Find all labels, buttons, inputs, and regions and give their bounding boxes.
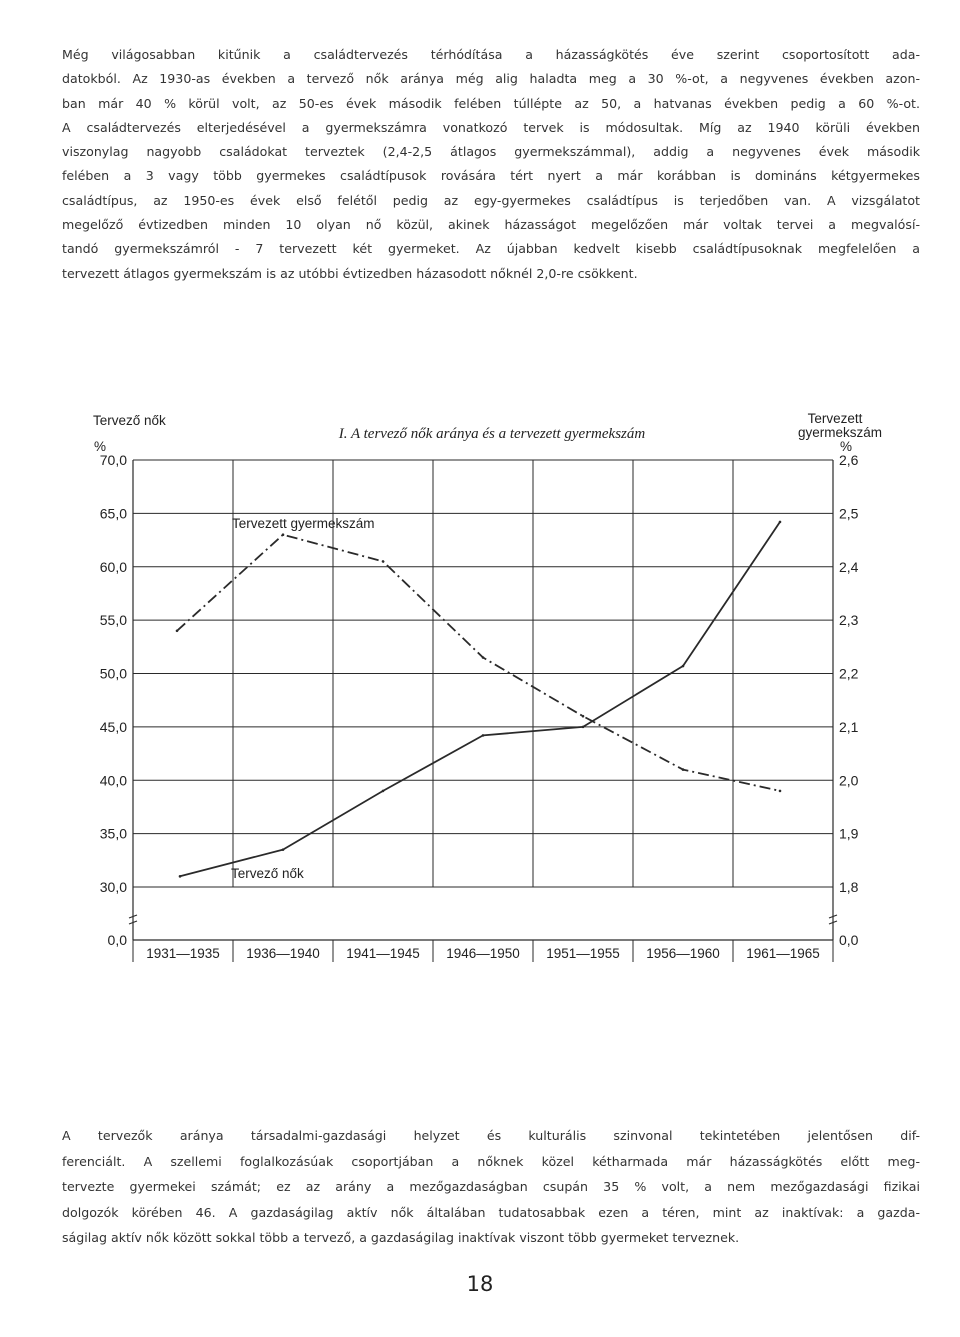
data-point: [282, 533, 285, 536]
text-line: dolgozók körében 46. A gazdaságilag aktív nők általában tudatosabbak ezen a téren, mint az inaktívak: a gazda-: [62, 1204, 920, 1220]
data-point: [582, 715, 585, 718]
right-axis-title-line2: gyermekszám: [797, 425, 883, 440]
left-tick-label: 0,0: [107, 932, 127, 948]
right-tick-label: 1,8: [839, 879, 859, 895]
text-line: tandó gyermekszámról - 7 tervezett két gyermeket. Az újabban kedvelt kisebb családtípusoknak megfelelően a: [62, 241, 920, 257]
page-number: 18: [466, 1272, 494, 1296]
series-lines: [176, 521, 782, 878]
right-tick-label: 2,6: [839, 452, 859, 468]
text-line: felében a 3 vagy több gyermekes családtípusok rovására tért nyert a már korábban is domináns kétgyermekes: [62, 168, 920, 184]
data-point: [682, 768, 685, 771]
data-point: [779, 521, 782, 524]
left-tick-label: 55,0: [99, 612, 127, 629]
left-axis-unit: %: [94, 439, 107, 454]
category-label: 1941—1945: [346, 946, 420, 961]
category-label: 1946—1950: [446, 946, 520, 961]
category-label: 1961—1965: [746, 946, 820, 961]
right-axis-title-line1: Tervezett: [807, 411, 863, 426]
text-line: ságilag aktív nők között sokkal több a tervező, a gazdaságilag inaktívak viszont több gyermeket terveznek.: [62, 1230, 740, 1245]
right-tick-label: 2,2: [839, 665, 859, 682]
series-label-tervezett-gyermekszam: Tervezett gyermekszám: [232, 516, 375, 531]
right-tick-label: 2,3: [839, 612, 859, 629]
right-tick-label: 0,0: [839, 932, 859, 948]
text-line: Még világosabban kitűnik a családtervezés térhódítása a házasságkötés éve szerint csoportosított ada-: [62, 47, 920, 62]
closing-paragraph: [62, 1123, 920, 1251]
series-label-tervezo-nok: Tervező nők: [231, 866, 304, 881]
left-axis-title: Tervező nők: [93, 413, 166, 428]
data-point: [382, 790, 385, 793]
right-tick-label: 1,9: [839, 825, 859, 842]
right-tick-label: 2,0: [839, 772, 859, 789]
data-point: [282, 848, 285, 851]
left-tick-label: 60,0: [99, 558, 127, 575]
text-line: megelőző évtizedben minden 10 olyan nő közül, akinek házasságot megelőzően már voltak tervei a megvalósí-: [62, 217, 920, 233]
text-line: tervezte gyermekei számát; ez az arány a mezőgazdaságban csupán 35 % volt, a nem mezőgazdasági fizikai: [62, 1179, 920, 1194]
left-tick-label: 30,0: [99, 879, 127, 895]
left-tick-label: 35,0: [99, 825, 127, 842]
left-tick-label: 45,0: [99, 718, 127, 735]
left-tick-label: 40,0: [99, 772, 127, 789]
category-label: 1951—1955: [546, 946, 620, 961]
category-label: 1956—1960: [646, 946, 720, 961]
category-label: 1931—1935: [146, 946, 220, 961]
series-line-tervezett-gyermekszam: [177, 535, 780, 791]
right-axis-unit: %: [839, 439, 853, 454]
data-point: [779, 790, 782, 793]
axis-tick-labels: [100, 452, 859, 948]
text-line: családtípus, az 1950-es évek első felétől pedig az egy-gyermekes családtípus is terjedőben van. A vizsgálatot: [62, 192, 920, 208]
left-tick-label: 70,0: [99, 452, 127, 468]
data-point: [179, 875, 182, 878]
data-point: [582, 726, 585, 729]
series-line-tervezo-nok: [180, 522, 780, 876]
left-tick-label: 65,0: [99, 505, 127, 522]
text-line: tervezett átlagos gyermekszám is az utóbbi évtizedben házasodott nőknél 2,0-re csökkent.: [62, 265, 638, 281]
category-label: 1936—1940: [246, 946, 320, 961]
data-point: [382, 560, 385, 563]
right-tick-label: 2,1: [839, 718, 859, 735]
text-line: A tervezők aránya társadalmi-gazdasági helyzet és kulturális szinvonal tekintetében jelentősen dif-: [62, 1128, 920, 1143]
text-line: A családtervezés elterjedésével a gyermekszámra vonatkozó tervek is módosultak. Míg az 1940 körüli években: [62, 119, 920, 135]
data-point: [482, 734, 485, 737]
right-tick-label: 2,4: [839, 558, 859, 575]
text-line: ferenciált. A szellemi foglalkozásúak csoportjában a nőknek közel kétharmada már házasságkötés előtt meg-: [62, 1153, 920, 1169]
text-line: viszonylag nagyobb családokat terveztek (2,4-2,5 átlagos gyermekszámmal), addig a negyvenes évek második: [62, 144, 920, 160]
right-tick-label: 2,5: [839, 505, 859, 522]
category-labels: [146, 946, 820, 961]
text-line: ban már 40 % körül volt, az 50-es évek második felében túllépte az 50, a hatvanas években pedig a 60 %-ot.: [62, 95, 920, 111]
data-point: [682, 665, 685, 668]
data-point: [176, 630, 179, 633]
text-line: datokból. Az 1930-as években a tervező nők aránya még alig haladta meg a 30 %-ot, a negyvenes években azon-: [62, 71, 920, 87]
chart-title: I. A tervező nők aránya és a tervezett gyermekszám: [338, 426, 646, 442]
chart-figure: [0, 395, 960, 985]
intro-paragraph: [62, 43, 920, 286]
left-tick-label: 50,0: [99, 665, 127, 682]
data-point: [482, 656, 485, 659]
